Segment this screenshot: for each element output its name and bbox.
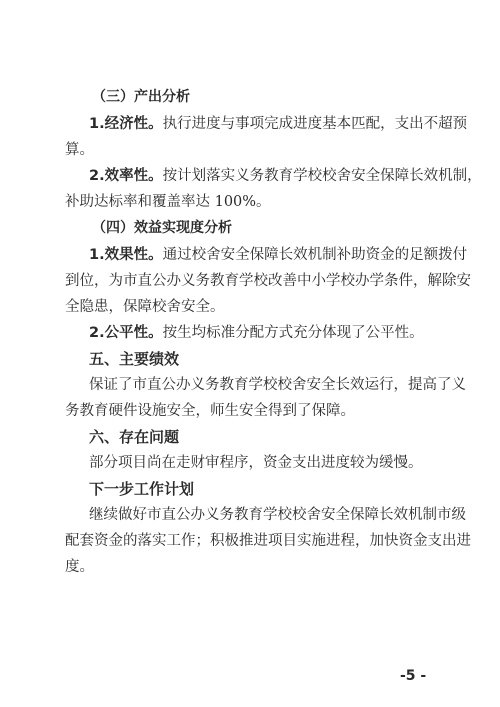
efficiency-paragraph-line-1: 2.效率性。按计划落实义务教育学校校舍安全保障长效机制， [89, 168, 482, 184]
plan-paragraph-line-2: 配套资金的落实工作；积极推进项目实施进程，加快资金支出进 [65, 533, 471, 549]
performance-paragraph-line-1: 保证了市直公办义务教育学校校舍安全长效运行，提高了义 [89, 377, 466, 393]
main-performance-heading: 五、主要绩效 [89, 350, 180, 368]
effect-paragraph-line-1: 1.效果性。通过校舍安全保障长效机制补助资金的足额拨付 [89, 247, 468, 263]
fairness-lead: 2.公平性。 [89, 325, 163, 341]
efficiency-lead: 2.效率性。 [89, 168, 163, 184]
effect-paragraph-line-2: 到位，为市直公办义务教育学校改善中小学校办学条件，解除安 [65, 273, 471, 289]
output-analysis-heading: （三）产出分析 [92, 89, 190, 105]
efficiency-paragraph-line-2: 补助达标率和覆盖率达 100%。 [65, 194, 271, 210]
plan-paragraph-line-1: 继续做好市直公办义务教育学校校舍安全保障长效机制市级 [89, 507, 466, 523]
next-step-plan-heading: 下一步工作计划 [89, 480, 195, 498]
issues-paragraph: 部分项目尚在走财审程序，资金支出进度较为缓慢。 [89, 455, 423, 471]
benefit-analysis-heading: （四）效益实现度分析 [92, 220, 232, 236]
existing-issues-heading: 六、存在问题 [89, 428, 180, 446]
economy-lead: 1.经济性。 [89, 116, 163, 132]
plan-paragraph-line-3: 度。 [65, 559, 94, 575]
effect-paragraph-line-3: 全隐患，保障校舍安全。 [65, 299, 225, 315]
page-number: -5 - [400, 668, 427, 684]
performance-paragraph-line-2: 务教育硬件设施安全，师生安全得到了保障。 [65, 403, 355, 419]
fairness-paragraph: 2.公平性。按生均标准分配方式充分体现了公平性。 [89, 325, 424, 341]
economy-paragraph-line-2: 算。 [65, 142, 94, 158]
economy-paragraph-line-1: 1.经济性。执行进度与事项完成进度基本匹配，支出不超预 [89, 116, 468, 132]
effect-lead: 1.效果性。 [89, 247, 163, 263]
